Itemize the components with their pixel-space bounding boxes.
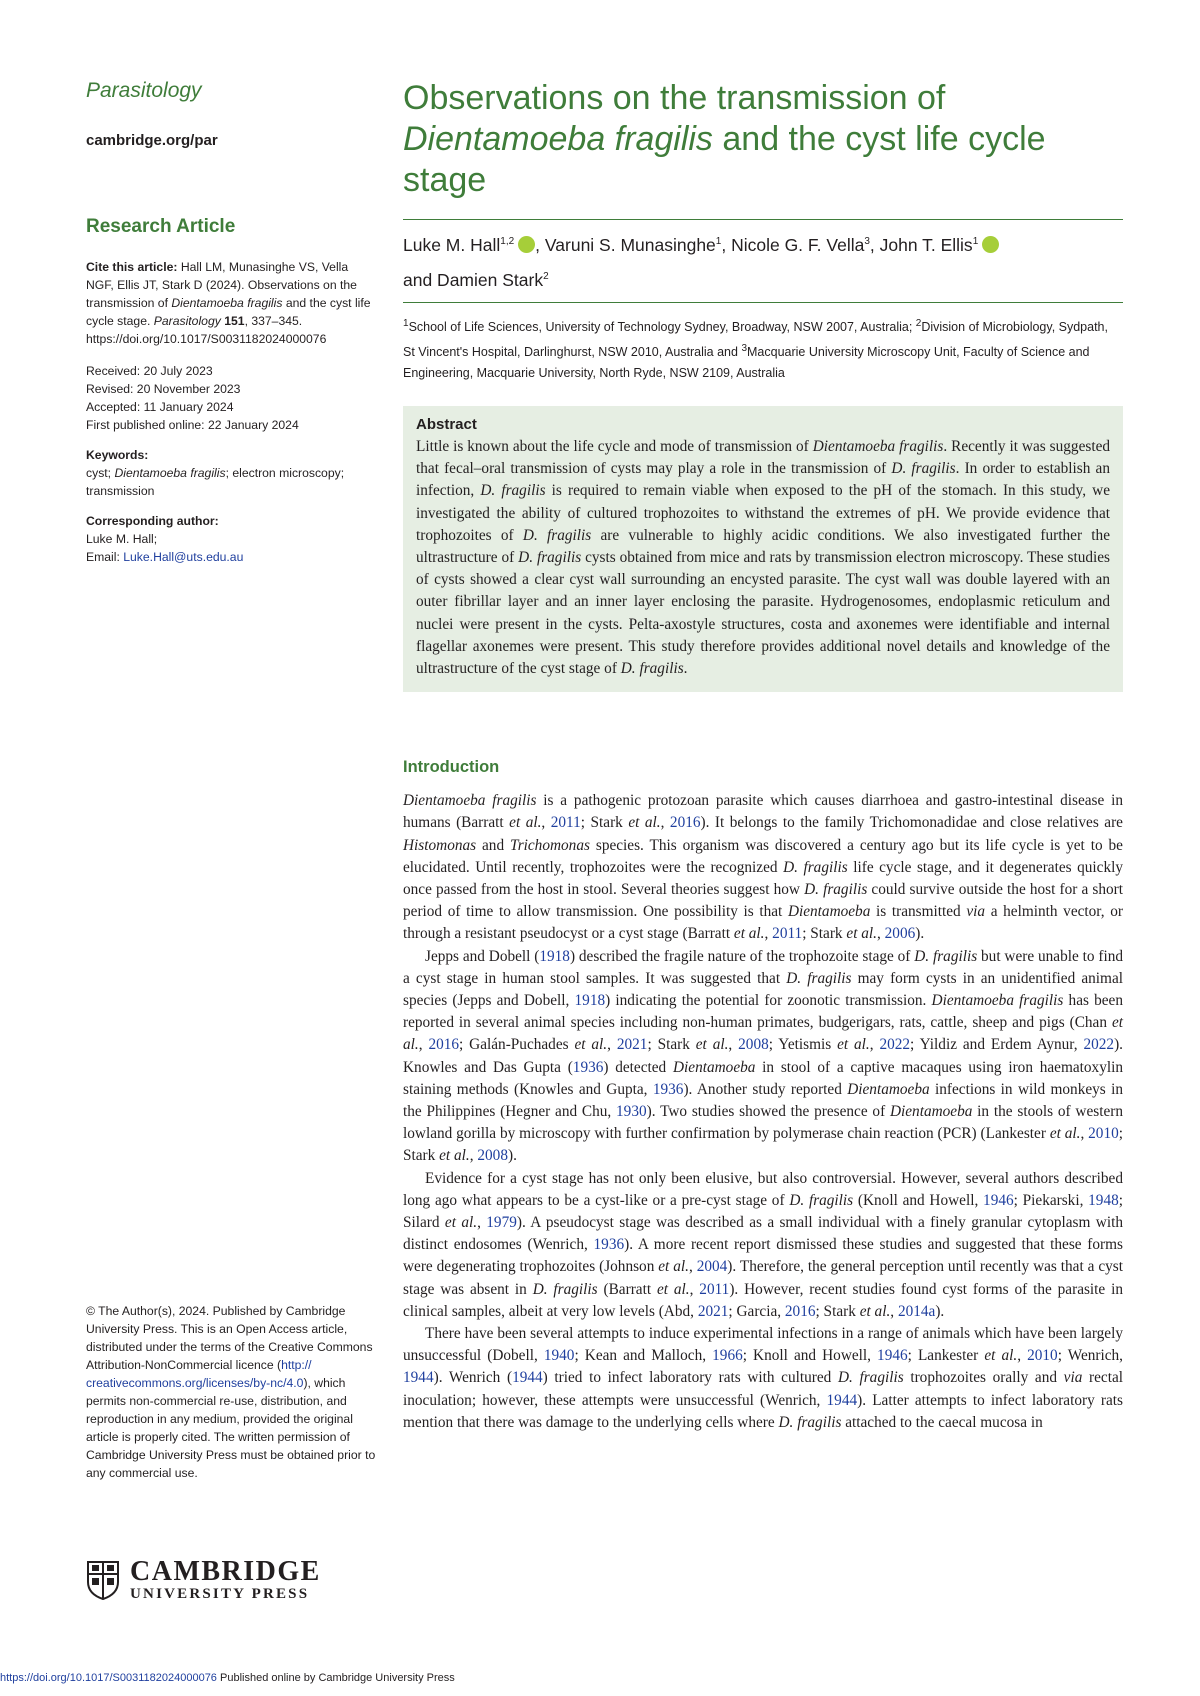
author-name: , Nicole G. F. Vella — [721, 234, 865, 255]
body-text: ; Stark — [647, 1036, 696, 1054]
paragraph-2 — [403, 946, 1123, 1168]
footer-text: Published online by Cambridge University Press — [216, 1672, 455, 1684]
species-name: Dientamoeba fragilis — [812, 437, 944, 455]
article-type: Research Article — [86, 216, 236, 237]
published-date: First published online: 22 January 2024 — [86, 418, 299, 432]
citation-link[interactable]: 2004 — [696, 1258, 728, 1276]
italic-text: et al. — [984, 1347, 1018, 1365]
cite-species: Dientamoeba fragilis — [171, 296, 283, 310]
author-affil: 1,2 — [500, 236, 515, 247]
abstract-box — [403, 406, 1123, 692]
affiliations — [403, 313, 1123, 384]
body-text: in the stools of western lowland gorilla by microscopy with further confirmation by polymerase chain reaction (PCR) (Lankester — [403, 1103, 1123, 1143]
paragraph-1 — [403, 790, 1123, 945]
body-text: in stool of a captive macaques using iron haematoxylin staining methods (Knowles and Gupta, — [403, 1058, 1123, 1098]
author-affil: 2 — [543, 270, 549, 282]
body-text: ). Another study reported — [683, 1080, 848, 1098]
italic-text: et al. — [859, 1302, 891, 1320]
body-text: is a pathogenic protozoan parasite which causes diarrhoea and gastro-intestinal disease in humans (Barratt — [403, 792, 1123, 832]
body-text: , — [418, 1036, 429, 1054]
abstract-text: Little is known about the life cycle and mode of transmission of — [416, 437, 813, 455]
cite-journal: Parasitology — [153, 314, 221, 328]
citation-link[interactable]: 1944 — [826, 1391, 858, 1409]
body-text: ; Yetismis — [768, 1036, 838, 1054]
affil-text: School of Life Sciences, University of Technology Sydney, Broadway, NSW 2007, Australia; — [408, 319, 916, 334]
body-text: ; Knoll and Howell, — [742, 1347, 878, 1365]
author-name: Luke M. Hall — [403, 234, 501, 255]
citation-link[interactable]: 2011 — [699, 1280, 730, 1298]
species-name: D. fragilis — [518, 548, 582, 566]
abstract-text: . In order to establish an infection, — [416, 460, 1110, 500]
journal-name: Parasitology — [86, 79, 202, 102]
body-text: ; Kean and Malloch, — [574, 1347, 713, 1365]
license-link[interactable]: creativecommons.org/licenses/by-nc/4.0 — [86, 1376, 304, 1390]
citation-link[interactable]: 1918 — [539, 947, 570, 965]
body-text: ; Garcia, — [728, 1302, 785, 1320]
email-label: Email: — [86, 550, 124, 564]
species-name: D. fragilis — [522, 526, 592, 544]
italic-text: D. fragilis — [778, 1413, 842, 1431]
body-text: , — [728, 1036, 739, 1054]
license-link[interactable]: http:// — [281, 1358, 312, 1372]
body-text: , — [869, 1036, 880, 1054]
italic-text: Trichomonas — [510, 836, 590, 854]
crest-icon — [86, 1560, 120, 1600]
body-text: species. This organism was discovered a century ago but its life cycle is yet to be elucidated. Until recently, trophozoites were the recognized — [403, 836, 1123, 876]
italic-text: et al. — [733, 925, 765, 943]
abstract-text: . — [683, 660, 688, 677]
abstract-text: cysts obtained from mice and rats by transmission electron microscopy. These studies of cysts showed a clear cyst wall surrounding an encysted parasite. The cyst wall was double layered with an outer fibrillar layer and an inner layer enclosing the parasite. Hydrogenosomes, endoplasmic reticulum and nuclei were present in the cysts. Pelta-axostyle structures, costa and axonemes were identifiable and internal flagellar axonemes were present. This study therefore provides additional novel details and knowledge of the ultrastructure of the cyst stage of — [416, 548, 1110, 677]
italic-text: Dientamoeba — [889, 1103, 973, 1121]
species-name: D. fragilis — [480, 482, 546, 500]
journal-url[interactable]: cambridge.org/par — [86, 132, 218, 149]
body-text: ). Wenrich ( — [433, 1369, 513, 1387]
body-text: a helminth vector, or through a resistant pseudocyst or a cyst stage (Barratt — [403, 903, 1123, 943]
body-text: and — [476, 836, 511, 854]
abstract-text: . Recently it was suggested that fecal–oral transmission of cysts may play a role in the transmission of — [416, 437, 1111, 478]
cite-label: Cite this article: — [86, 260, 178, 274]
citation-link[interactable]: 2021 — [616, 1036, 648, 1054]
license-block — [86, 1302, 376, 1482]
body-text: (Barratt — [597, 1280, 657, 1298]
body-text: , — [890, 1302, 898, 1320]
italic-text: via — [1063, 1369, 1083, 1387]
abstract-text: is required to remain viable when exposed to the pH of the stomach. In this study, we investigated the ability of cultured trophozoites to withstand the extremes of pH. We provide evidence that trophozoites of — [416, 482, 1110, 544]
body-text: ; Stark — [802, 925, 847, 943]
citation-link[interactable]: 2022 — [1083, 1036, 1115, 1054]
body-text: There have been several attempts to induce experimental infections in a range of animals which have been largely unsuccessful (Dobell, — [403, 1325, 1123, 1365]
body-text: ; Stark — [403, 1125, 1123, 1165]
license-text: © The Author(s), 2024. Published by Cambridge University Press. This is an Open Access article, distributed under the terms of the Creative Commons Attribution-NonCommercial licence ( — [86, 1304, 373, 1372]
italic-text: Dientamoeba fragilis — [931, 992, 1064, 1010]
keywords-label: Keywords: — [86, 448, 149, 462]
cite-doi[interactable]: doi.org/10.1017/S0031182024000076 — [122, 332, 327, 346]
body-text: , — [689, 1280, 700, 1298]
author-name: and Damien Stark — [403, 269, 544, 290]
italic-text: Dientamoeba fragilis — [403, 792, 537, 810]
body-text: ). — [915, 925, 925, 943]
affil-num: 2 — [915, 317, 922, 329]
body-text: , — [1017, 1347, 1028, 1365]
cite-volume: 151 — [224, 314, 245, 328]
body-text: ). However, recent studies found cyst forms of the parasite in clinical samples, albeit at very low levels (Abd, — [403, 1280, 1123, 1320]
body-text: ). A pseudocyst stage was described as a small individual with a finely granular cytoplasm with distinct endosomes (Wenrich, — [403, 1214, 1123, 1254]
citation-block — [86, 258, 376, 348]
orcid-icon[interactable] — [518, 236, 535, 253]
body-text: ). A more recent report dismissed these studies and suggested that these forms were degenerating trophozoites (Johnson — [403, 1236, 1123, 1276]
citation-link[interactable]: 2011 — [550, 814, 581, 832]
body-text: ). — [507, 1147, 517, 1165]
divider — [403, 302, 1123, 303]
citation-link[interactable]: 2016 — [784, 1302, 816, 1320]
cite-pages: , 337–345. https:// — [86, 314, 303, 346]
body-text: ) indicating the potential for zoonotic transmission. — [605, 992, 932, 1010]
paragraph-4 — [403, 1323, 1123, 1434]
italic-text: et al. — [439, 1147, 470, 1165]
italic-text: D. fragilis — [789, 1191, 854, 1209]
body-text: ). Two studies showed the presence of — [646, 1103, 890, 1121]
citation-link[interactable]: 1944 — [403, 1369, 434, 1387]
italic-text: et al. — [846, 925, 877, 943]
citation-link[interactable]: 1936 — [572, 1058, 604, 1076]
license-text: ), which permits non-commercial re-use, distribution, and reproduction in any medium, provided the original article is properly cited. The written permission of Cambridge University Press must be obtained prior to any commercial use. — [86, 1376, 376, 1480]
body-text: could survive outside the host for a short period of time to allow transmission. One possibility is that — [403, 881, 1123, 921]
citation-link[interactable]: 1979 — [486, 1214, 517, 1232]
body-text: ; Yildiz and Erdem Aynur, — [910, 1036, 1084, 1054]
body-text: attached to the caecal mucosa in — [841, 1413, 1043, 1431]
author-affil: 1 — [972, 236, 979, 247]
italic-text: et al. — [837, 1036, 870, 1054]
citation-link[interactable]: 2014a — [897, 1302, 936, 1320]
body-text: ). Knowles and Das Gupta ( — [403, 1036, 1123, 1076]
italic-text: D. fragilis — [786, 969, 852, 987]
keyword-text: cyst; — [86, 466, 115, 480]
body-text: ). Latter attempts to infect laboratory rats mention that there was damage to the underlying cells where — [403, 1391, 1123, 1431]
authors-list — [403, 226, 1123, 296]
body-text: ; Stark — [815, 1302, 860, 1320]
body-text: , — [1080, 1125, 1089, 1143]
body-text: , — [541, 814, 551, 832]
logo-line2: UNIVERSITY PRESS — [130, 1586, 310, 1602]
citation-link[interactable]: 1930 — [616, 1103, 647, 1121]
cite-text: and the cyst life cycle stage. — [86, 296, 371, 328]
body-text: ) detected — [603, 1058, 673, 1076]
body-text: , — [477, 1214, 487, 1232]
body-text: , — [607, 1036, 617, 1054]
corresponding-name: Luke M. Hall; — [86, 532, 158, 546]
body-text: , — [764, 925, 773, 943]
email-link[interactable]: Luke.Hall@uts.edu.au — [123, 550, 244, 564]
citation-link[interactable]: 2010 — [1027, 1347, 1058, 1365]
corresponding-label: Corresponding author: — [86, 514, 219, 528]
keywords-list — [86, 464, 376, 500]
body-text: ). Therefore, the general perception until recently was that a cyst stage was absent in — [403, 1258, 1123, 1298]
author-affil: 1 — [715, 236, 722, 247]
article-main — [403, 78, 1123, 1434]
affil-num: 3 — [741, 342, 747, 354]
keyword-text: ; electron microscopy; transmission — [86, 466, 345, 498]
body-text: trophozoites orally and — [903, 1369, 1064, 1387]
citation-link[interactable]: 2010 — [1088, 1125, 1119, 1143]
author-affil: 3 — [864, 236, 870, 247]
logo-line1: CAMBRIDGE — [130, 1556, 321, 1587]
citation-link[interactable]: 1944 — [512, 1369, 543, 1387]
italic-text: et al. — [656, 1280, 690, 1298]
dates-block — [86, 362, 376, 434]
citation-link[interactable]: 2016 — [428, 1036, 460, 1054]
citation-link[interactable]: 2011 — [772, 925, 803, 943]
italic-text: et al. — [444, 1214, 478, 1232]
footer-doi-link[interactable]: https://doi.org/10.1017/S0031182024000076 — [0, 1672, 217, 1684]
body-text: ; Lankester — [907, 1347, 985, 1365]
citation-link[interactable]: 1936 — [593, 1236, 625, 1254]
body-text: rectal inoculation; however, these attempts were unsuccessful (Wenrich, — [403, 1369, 1123, 1409]
title-text: Observations on the transmission of — [403, 79, 946, 117]
italic-text: D. fragilis — [837, 1369, 904, 1387]
italic-text: D. fragilis — [804, 881, 868, 899]
italic-text: Dientamoeba — [847, 1080, 930, 1098]
affil-text: Macquarie University Microscopy Unit, Faculty of Science and Engineering, Macquarie University, North Ryde, NSW 2109, Australia — [403, 344, 1090, 380]
divider — [403, 219, 1123, 220]
body-text: ). It belongs to the family Trichomonadidae and close relatives are — [700, 814, 1123, 832]
paragraph-3 — [403, 1168, 1123, 1323]
citation-link[interactable]: 2006 — [884, 925, 916, 943]
species-name: D. fragilis — [620, 660, 684, 677]
introduction-heading: Introduction — [403, 758, 500, 777]
citation-link[interactable]: 2022 — [879, 1036, 911, 1054]
citation-link[interactable]: 2008 — [738, 1036, 769, 1054]
abstract-text: are vulnerable to highly acidic conditions. We also investigated further the ultrastructure of — [416, 526, 1110, 566]
citation-link[interactable]: 2021 — [697, 1302, 729, 1320]
body-text: but were unable to find a cyst stage in human stool samples. It was suggested that — [403, 947, 1124, 987]
body-text: ) described the fragile nature of the trophozoite stage of — [569, 947, 915, 965]
author-name: , Varuni S. Munasinghe — [535, 234, 716, 255]
citation-link[interactable]: 2008 — [477, 1147, 508, 1165]
body-text: ; Stark — [580, 814, 629, 832]
body-text: infections in wild monkeys in the Philippines (Hegner and Chu, — [403, 1080, 1123, 1121]
italic-text: Dientamoeba — [672, 1058, 756, 1076]
italic-text: et al. — [628, 814, 661, 832]
body-text: life cycle stage, and it degenerates quickly once passed from the host in stool. Several theories suggest how — [403, 858, 1123, 899]
italic-text: et al. — [403, 1014, 1123, 1054]
citation-link[interactable]: 1946 — [983, 1191, 1014, 1209]
page-footer — [0, 1672, 455, 1684]
body-text: is transmitted — [870, 903, 967, 921]
body-text: ; Wenrich, — [1057, 1347, 1123, 1365]
body-text: ; Piekarski, — [1013, 1191, 1089, 1209]
body-text: ) tried to infect laboratory rats with cultured — [542, 1369, 838, 1387]
italic-text: et al. — [695, 1036, 729, 1054]
species-name: D. fragilis — [891, 460, 956, 478]
italic-text: D. fragilis — [914, 947, 978, 965]
italic-text: Histomonas — [403, 836, 477, 854]
citation-link[interactable]: 1936 — [652, 1080, 684, 1098]
left-sidebar — [86, 78, 376, 566]
keywords-block — [86, 446, 376, 500]
cite-text: Hall LM, Munasinghe VS, Vella NGF, Ellis JT, Stark D (2024). Observations on the transmission of — [86, 260, 357, 310]
logo-text — [130, 1558, 321, 1602]
author-name: , John T. Ellis — [869, 234, 973, 255]
keyword-species: Dientamoeba fragilis — [114, 466, 226, 480]
italic-text: Dientamoeba — [787, 903, 871, 921]
body-text: may form cysts in an unidentified animal species (Jepps and Dobell, — [403, 969, 1123, 1010]
body-text: Evidence for a cyst stage has not only been elusive, but also controversial. However, several authors described long ago what appears to be a cyst-like or a pre-cyst stage of — [403, 1169, 1123, 1209]
body-text: , — [660, 814, 670, 832]
cambridge-logo — [86, 1558, 321, 1602]
revised-date: Revised: 20 November 2023 — [86, 382, 241, 396]
italic-text: D. fragilis — [532, 1280, 598, 1298]
received-date: Received: 20 July 2023 — [86, 364, 213, 378]
italic-text: et al. — [1049, 1125, 1081, 1143]
citation-link[interactable]: 2016 — [669, 814, 701, 832]
body-text: Jepps and Dobell ( — [425, 947, 540, 965]
italic-text: via — [966, 903, 986, 921]
body-text: ). — [935, 1302, 945, 1320]
accepted-date: Accepted: 11 January 2024 — [86, 400, 234, 414]
italic-text: et al. — [574, 1036, 608, 1054]
italic-text: et al. — [658, 1258, 689, 1276]
citation-link[interactable]: 1966 — [712, 1347, 743, 1365]
orcid-icon[interactable] — [982, 236, 999, 253]
citation-link[interactable]: 1946 — [877, 1347, 908, 1365]
body-text: , — [469, 1147, 478, 1165]
citation-link[interactable]: 1940 — [543, 1347, 575, 1365]
body-text: ; Silard — [403, 1191, 1123, 1232]
title-text: and the cyst life cycle stage — [403, 120, 1046, 199]
body-text: , — [877, 925, 885, 943]
body-text: (Knoll and Howell, — [853, 1191, 984, 1209]
italic-text: et al. — [509, 814, 542, 832]
citation-link[interactable]: 1948 — [1088, 1191, 1119, 1209]
affil-text: Division of Microbiology, Sydpath, St Vincent's Hospital, Darlinghurst, NSW 2010, Australia and — [403, 319, 1108, 359]
email-line — [86, 548, 376, 566]
title-species: Dientamoeba fragilis — [403, 120, 713, 158]
abstract-heading: Abstract — [416, 415, 477, 433]
italic-text: D. fragilis — [783, 858, 848, 876]
citation-link[interactable]: 1918 — [574, 992, 606, 1010]
article-title — [403, 78, 1123, 201]
body-text: has been reported in several animal species including non-human primates, budgerigars, rats, cattle, sheep and pigs (Chan — [403, 992, 1123, 1032]
body-text: ; Galán-Puchades — [459, 1036, 575, 1054]
abstract-body — [416, 436, 1110, 680]
affil-num: 1 — [403, 317, 409, 329]
body-text: , — [688, 1258, 697, 1276]
corresponding-author-block — [86, 512, 376, 566]
